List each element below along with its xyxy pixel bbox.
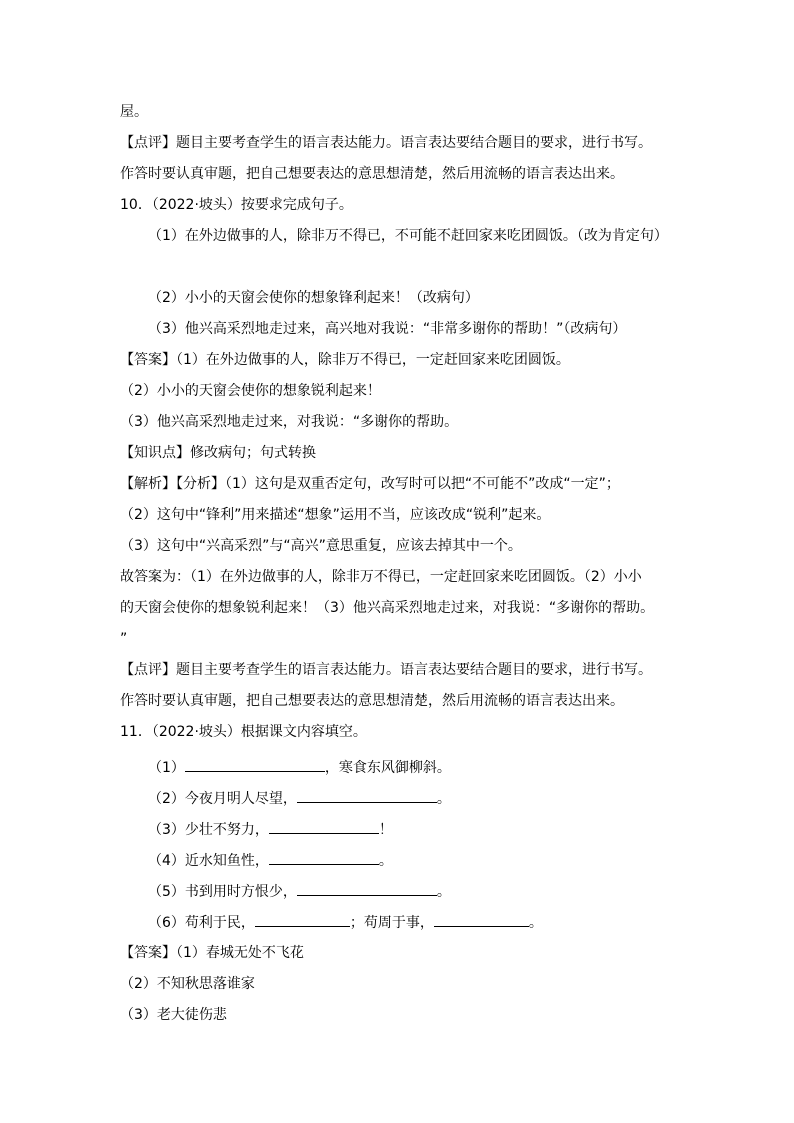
text-line: 屋。 [120,104,148,120]
answer-line: （3）他兴高采烈地走过来，对我说：“多谢你的帮助。 [120,414,459,430]
answer-blank[interactable] [255,912,350,927]
fill-blank-item-2 [148,788,451,808]
answer-line: 【答案】（1）在外边做事的人，除非万不得已，一定赶回家来吃团圆饭。 [120,352,570,368]
item-prefix: （4）近水知鱼性， [148,853,269,869]
fill-blank-item-4 [148,850,393,870]
fill-blank-item-1 [148,757,451,777]
item-suffix: ，寒食东风御柳斜。 [324,760,451,776]
answer-line: （2）小小的天窗会使你的想象锐利起来！ [120,383,381,399]
final-answer-line: 的天窗会使你的想象锐利起来！（3）他兴高采烈地走过来，对我说：“多谢你的帮助。 [120,600,655,616]
item-suffix: 。 [436,791,451,807]
fill-blank-item-5 [148,881,451,901]
knowledge-point-line: 【知识点】修改病句；句式转换 [120,445,316,461]
analysis-line: （3）这句中“兴高采烈”与“高兴”意思重复，应该去掉其中一个。 [120,538,522,554]
question-10-item-3: （3）他兴高采烈地走过来，高兴地对我说：“非常多谢你的帮助！”（改病句） [148,321,627,337]
analysis-line: 【解析】【分析】（1）这句是双重否定句，改写时可以把“不可能不”改成“一定”； [120,476,620,492]
answer-blank[interactable] [185,757,325,772]
final-answer-line: ” [120,631,128,647]
final-answer-line: 故答案为：（1）在外边做事的人，除非万不得已，一定赶回家来吃团圆饭。（2）小小 [120,569,642,585]
item-prefix: （2）今夜月明人尽望， [148,791,297,807]
answer-line: （3）老大徒伤悲 [120,1007,227,1023]
comment-line: 作答时要认真审题，把自己想要表达的意思想清楚，然后用流畅的语言表达出来。 [120,166,624,182]
answer-line: 【答案】（1）春城无处不飞花 [120,945,304,961]
comment-line: 【点评】题目主要考查学生的语言表达能力。语言表达要结合题目的要求，进行书写。 [120,135,652,151]
item-prefix: （5）书到用时方恨少， [148,884,297,900]
answer-blank[interactable] [269,850,379,865]
analysis-line: （2）这句中“锋利”用来描述“想象”运用不当，应该改成“锐利”起来。 [120,507,551,523]
answer-line: （2）不知秋思落谁家 [120,976,255,992]
comment-line: 【点评】题目主要考查学生的语言表达能力。语言表达要结合题目的要求，进行书写。 [120,662,652,678]
fill-blank-item-3 [148,819,393,839]
item-prefix: （6）苟利于民， [148,915,255,931]
item-prefix: （3）少壮不努力， [148,822,269,838]
item-suffix: ！ [378,822,393,838]
answer-blank[interactable] [434,912,529,927]
question-10-item-2: （2）小小的天窗会使你的想象锋利起来！（改病句） [148,290,479,306]
question-10-title: 10．（2022·坡头）按要求完成句子。 [120,197,353,213]
item-suffix: 。 [528,915,543,931]
answer-blank[interactable] [269,819,379,834]
question-11-title: 11．（2022·坡头）根据课文内容填空。 [120,724,367,740]
item-suffix: 。 [378,853,393,869]
comment-line: 作答时要认真审题，把自己想要表达的意思想清楚，然后用流畅的语言表达出来。 [120,693,624,709]
item-suffix: 。 [436,884,451,900]
item-prefix: （1） [148,760,185,776]
question-10-item-1: （1）在外边做事的人，除非万不得已，不可能不赶回家来吃团圆饭。（改为肯定句） [148,228,668,244]
item-middle: ；苟周于事， [349,915,434,931]
fill-blank-item-6 [148,912,543,932]
answer-blank[interactable] [297,881,437,896]
answer-blank[interactable] [297,788,437,803]
